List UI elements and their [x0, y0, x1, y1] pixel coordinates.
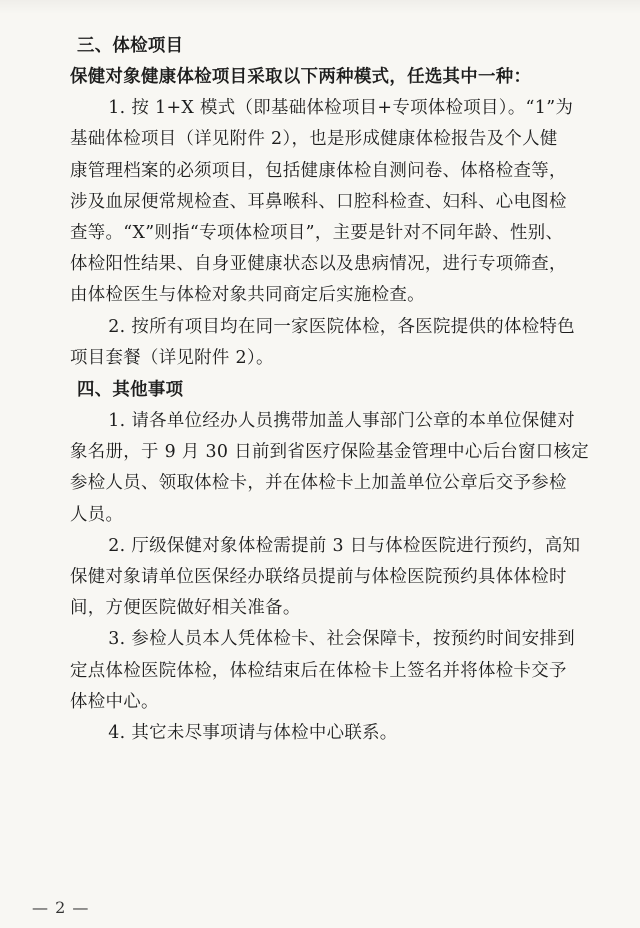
exam-item-1	[70, 93, 618, 311]
paragraph-line: 2. 厅级保健对象体检需提前 3 日与体检医院进行预约，高知	[108, 535, 581, 556]
section-heading-exam-items: 三、体检项目	[76, 36, 184, 56]
paragraph-line: 人员。	[70, 504, 124, 525]
paragraph-line: 3. 参检人员本人凭体检卡、社会保障卡，按预约时间安排到	[108, 629, 575, 650]
paragraph-line: 定点体检医院体检，体检结束后在体检卡上签名并将体检卡交予	[70, 660, 567, 681]
document-body	[70, 30, 618, 749]
section-heading-other-matters: 四、其他事项	[76, 380, 184, 401]
paragraph-line: 保健对象请单位医保经办联络员提前与体检医院预约具体体检时	[70, 567, 567, 588]
paragraph-line: 间，方便医院做好相关准备。	[70, 598, 301, 619]
paragraph-line: 象名册，于 9 月 30 日前到省医疗保险基金管理中心后台窗口核定	[70, 442, 590, 463]
exam-items-intro: 保健对象健康体检项目采取以下两种模式，任选其中一种：	[70, 67, 532, 87]
other-item-4	[70, 718, 618, 749]
paragraph-line: 4. 其它未尽事项请与体检中心联系。	[108, 723, 398, 744]
paragraph-line: 康管理档案的必须项目，包括健康体检自测问卷、体格检查等，	[70, 160, 567, 181]
page-number: — 2 —	[32, 898, 90, 917]
paragraph-line: 涉及血尿便常规检查、耳鼻喉科、口腔科检查、妇科、心电图检	[70, 191, 567, 212]
paragraph-line: 项目套餐（详见附件 2）。	[70, 347, 274, 368]
other-item-1	[70, 406, 618, 531]
other-item-2	[70, 531, 618, 625]
paragraph-line: 基础体检项目（详见附件 2），也是形成健康体检报告及个人健	[70, 129, 558, 150]
paragraph-line: 查等。“X”则指“专项体检项目”，主要是针对不同年龄、性别、	[70, 223, 564, 244]
paragraph-line: 体检阳性结果、自身亚健康状态以及患病情况，进行专项筛查，	[70, 254, 567, 275]
paragraph-line: 体检中心。	[70, 691, 159, 712]
exam-item-2	[70, 312, 618, 374]
paragraph-line: 参检人员、领取体检卡，并在体检卡上加盖单位公章后交予参检	[70, 473, 567, 494]
paragraph-line: 1. 按 1+X 模式（即基础体检项目+专项体检项目）。“1”为	[108, 98, 574, 119]
paragraph-line: 由体检医生与体检对象共同商定后实施检查。	[70, 285, 425, 306]
paragraph-line: 2. 按所有项目均在同一家医院体检，各医院提供的体检特色	[108, 316, 575, 337]
paragraph-line: 1. 请各单位经办人员携带加盖人事部门公章的本单位保健对	[108, 411, 575, 432]
other-item-3	[70, 624, 618, 718]
